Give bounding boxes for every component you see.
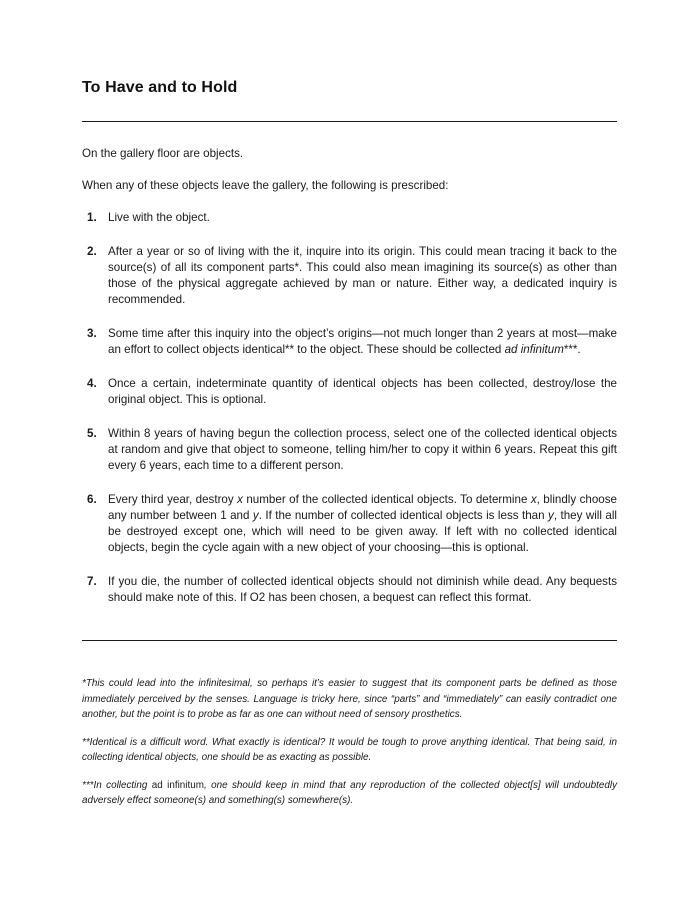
- item-text: Some time after this inquiry into the object’s origins—not much longer than 2 years at most—make an effort to collect objects identical** to the object. These should be collected: [108, 327, 617, 356]
- item-variable: y: [252, 509, 259, 522]
- item-text: Every third year, destroy: [108, 493, 238, 506]
- list-item: [82, 574, 617, 606]
- footnote-text: ***In collecting: [82, 779, 152, 791]
- item-text: Live with the object.: [108, 211, 210, 224]
- item-text: , they will all be destroyed except one, which will need to be given away. If left with no collected identical objects, begin the cycle again with a new object of your choosing—this is optional.: [108, 509, 618, 554]
- item-number: 7.: [87, 575, 97, 588]
- list-item: [82, 492, 617, 556]
- item-text: Within 8 years of having begun the collection process, select one of the collected identical objects at random and give that object to someone, telling him/her to copy it within 6 years. Repeat this gift every 6 years, each time to a different person.: [108, 427, 617, 472]
- list-item: [82, 210, 617, 226]
- document-body: [82, 146, 617, 624]
- item-text: . If the number of collected identical objects is less than: [258, 509, 549, 522]
- item-variable: x: [530, 493, 537, 506]
- item-number: 2.: [87, 245, 97, 258]
- item-number: 6.: [87, 493, 97, 506]
- list-item: [82, 426, 617, 474]
- item-text: number of the collected identical objects. To determine: [242, 493, 531, 506]
- item-number: 1.: [87, 211, 97, 224]
- list-item: [82, 326, 617, 358]
- item-number: 5.: [87, 427, 97, 440]
- page-title: To Have and to Hold: [82, 79, 238, 96]
- instruction-list: [82, 210, 617, 606]
- item-text: Once a certain, indeterminate quantity of identical objects has been collected, destroy/lose the original object. This is optional.: [108, 377, 617, 406]
- item-text: After a year or so of living with the it, inquire into its origin. This could mean tracing it back to the source(s) of all its component parts*. This could also mean imagining its source(s) as other than those of the physical aggregate achieved by man or nature. Either way, a dedicated inquiry is recommended.: [108, 245, 617, 306]
- footnote-text: , one should keep in mind that any reproduction of the collected object[s] will undoubtedly adversely effect someone(s) and something(s) somewhere(s).: [82, 779, 618, 806]
- item-variable: x: [237, 493, 243, 506]
- footnote-roman: ad infinitum: [151, 779, 204, 791]
- item-text: ***.: [563, 343, 581, 356]
- list-item: [82, 376, 617, 408]
- footnote: **Identical is a difficult word. What exactly is identical? It would be tough to prove anything identical. That being said, in collecting identical objects, one should be as exacting as possible.: [82, 736, 617, 763]
- top-divider: [82, 121, 617, 122]
- intro-paragraph: When any of these objects leave the gallery, the following is prescribed:: [82, 179, 449, 192]
- intro-paragraph: On the gallery floor are objects.: [82, 147, 244, 160]
- footnote: *This could lead into the infinitesimal, so perhaps it’s easier to suggest that its component parts be defined as those immediately perceived by the senses. Language is tricky here, since “parts” and “immediately” can easily contradict one another, but the point is to probe as far as one can without need of sensory prosthetics.: [82, 678, 617, 720]
- bottom-divider: [82, 640, 617, 641]
- footnote: [82, 778, 617, 809]
- item-text: , blindly choose any number between 1 and: [108, 493, 617, 522]
- item-emphasis: ad infinitum: [504, 343, 564, 356]
- footnotes: [82, 676, 617, 821]
- item-text: If you die, the number of collected identical objects should not diminish while dead. Any bequests should make note of this. If O2 has been chosen, a bequest can reflect this format.: [108, 575, 617, 604]
- list-item: [82, 244, 617, 308]
- item-number: 4.: [87, 377, 97, 390]
- item-number: 3.: [87, 327, 97, 340]
- item-variable: y: [548, 509, 554, 522]
